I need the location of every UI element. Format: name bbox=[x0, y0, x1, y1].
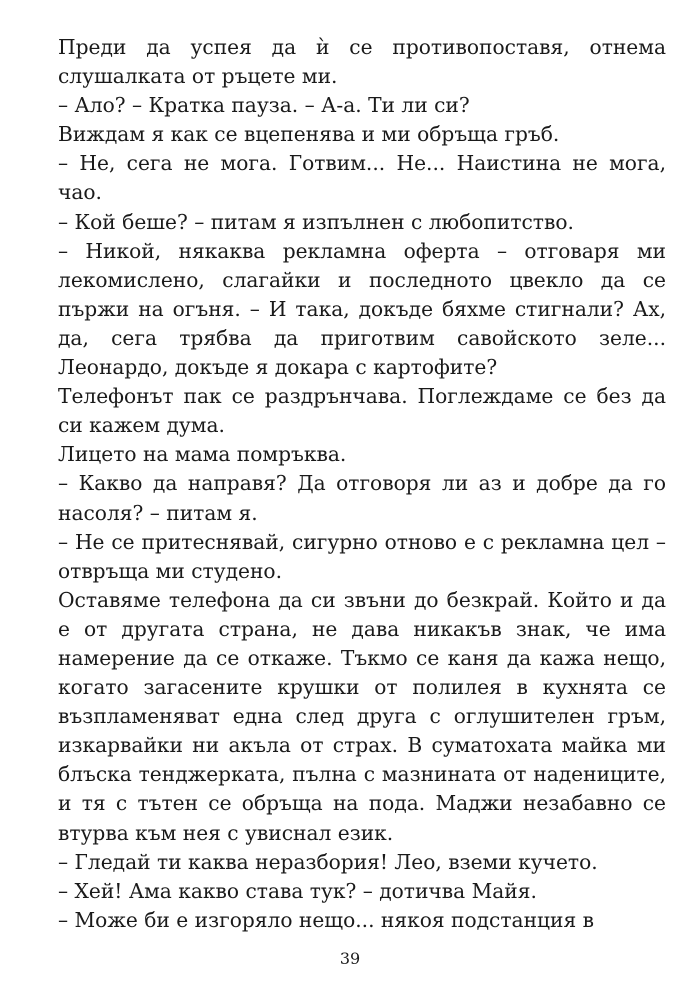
paragraph: – Не се притеснявай, сигурно отново е с рекламна цел – отвръща ми студено. bbox=[58, 529, 666, 583]
paragraph: Виждам я как се вцепенява и ми обръща гръб. bbox=[58, 122, 560, 147]
paragraph: – Ало? – Кратка пауза. – А-а. Ти ли си? bbox=[58, 93, 470, 118]
paragraph: Преди да успея да ѝ се противопоставя, отнема слушалката от ръцете ми. bbox=[58, 35, 666, 89]
paragraph: Телефонът пак се раздрънчава. Поглеждаме се без да си кажем дума. bbox=[58, 384, 666, 438]
paragraph: – Кой беше? – питам я изпълнен с любопитство. bbox=[58, 209, 574, 234]
paragraph: – Не, сега не мога. Готвим... Не... Наистина не мога, чао. bbox=[58, 151, 666, 205]
paragraph: Лицето на мама помръква. bbox=[58, 442, 347, 467]
page-body bbox=[58, 33, 666, 935]
paragraph: – Гледай ти каква неразбория! Лео, вземи кучето. bbox=[58, 849, 598, 874]
page-number: 39 bbox=[339, 949, 361, 968]
paragraph: – Никой, някаква рекламна оферта – отговаря ми лекомислено, слагайки и последното цвекло да се пържи на огъня. – И така, докъде бяхме стигнали? Ах, да, сега трябва да приготвим савойското зеле... Леонардо, докъде я докара с картофите? bbox=[58, 238, 666, 380]
paragraph: Оставяме телефона да си звъни до безкрай. Който и да е от другата страна, не дава никакъв знак, че има намерение да се откаже. Тъкмо се каня да кажа нещо, когато загасените крушки от полилея в кухнята се възпламеняват една след друга с оглушителен гръм, изкарвайки ни акъла от страх. В суматохата майка ми блъска тенджерката, пълна с мазнината от надениците, и тя с тътен се обръща на пода. Маджи незабавно се втурва към нея с увиснал език. bbox=[58, 587, 666, 845]
paragraph: – Хей! Ама какво става тук? – дотичва Майя. bbox=[58, 878, 537, 903]
paragraph: – Може би е изгоряло нещо... някоя подстанция в bbox=[58, 907, 594, 932]
paragraph: – Какво да направя? Да отговоря ли аз и добре да го насоля? – питам я. bbox=[58, 471, 666, 525]
